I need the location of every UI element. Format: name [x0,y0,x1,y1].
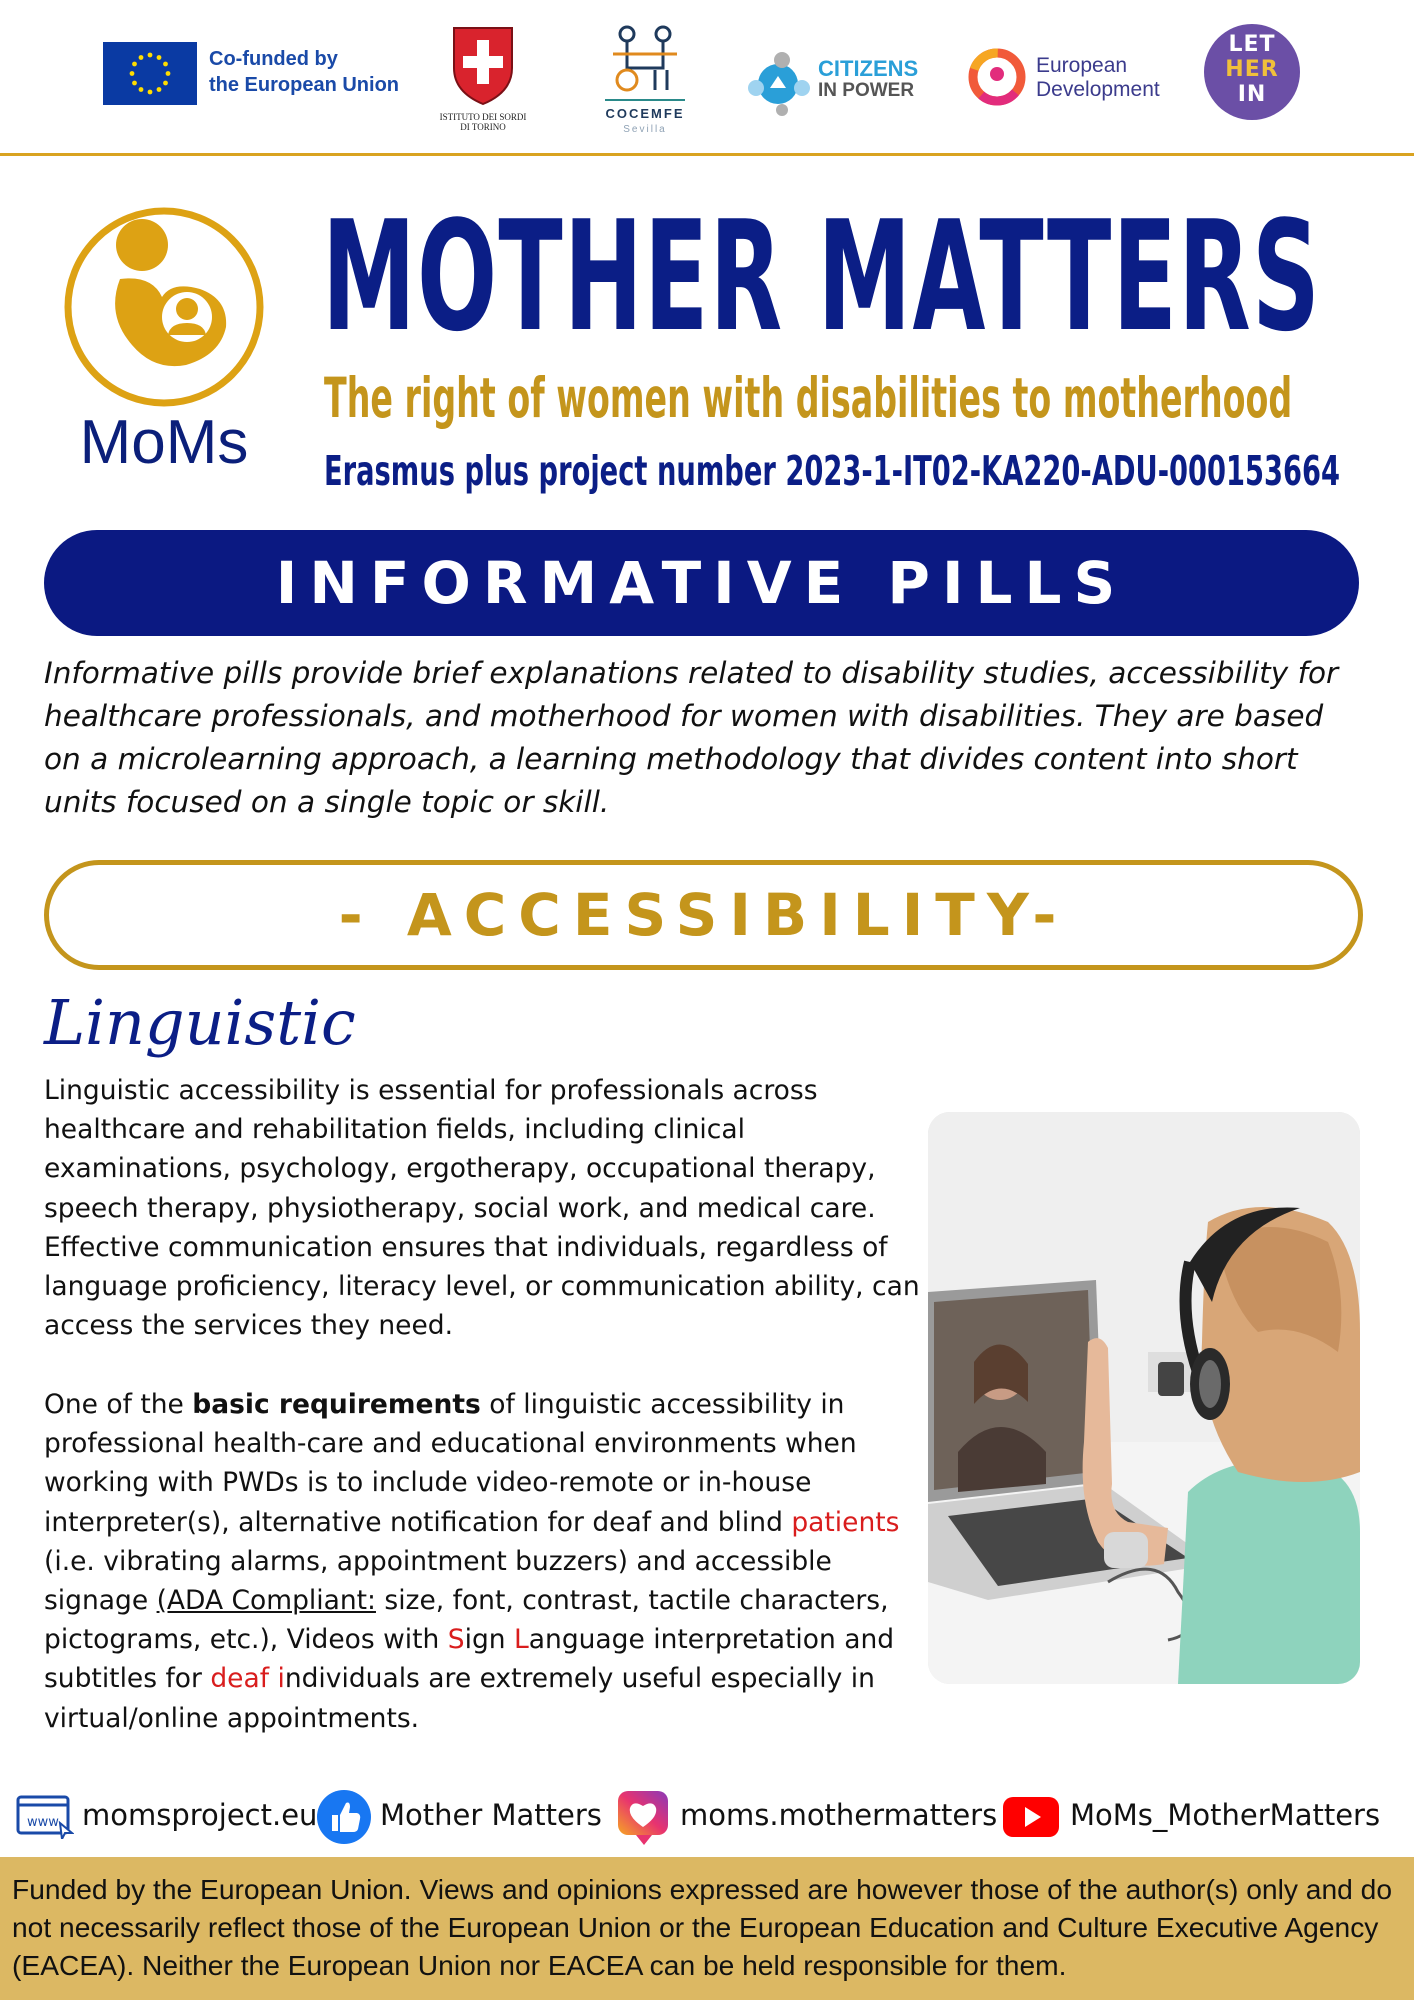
section-heading-linguistic: Linguistic [44,986,356,1059]
european-development-logo-icon [964,44,1030,110]
eu-flag-icon [103,42,197,105]
istituto-sordi-shield-icon [450,22,516,106]
website-icon [16,1795,74,1839]
page-title: MOTHER MATTERS [322,188,1322,365]
para2-text: anguage interpretation and subtitles for [44,1624,895,1695]
intro-paragraph: Informative pills provide brief explanations related to disability studies, accessibility for healthcare professionals, and motherhood for women with disabilities. They are based on a microlearning approach, a learning methodology that divides content into short units focused on a single topic or skill. [44,656,1339,819]
patients-highlight: patients [791,1506,900,1538]
instagram-heart-icon [616,1789,674,1847]
cocemfe-sublabel: Sevilla [623,124,667,135]
para2-text: of linguistic accessibility in professional health-care and educational environments when working with PWDs is to include video-remote or in-house interpreter(s), alternative notification for deaf and blind [44,1389,857,1538]
cocemfe-logo-icon [605,24,685,102]
accessibility-heading: - ACCESSIBILITY- [338,881,1069,949]
sign-s-highlight: S [447,1624,465,1656]
para2-text: (i.e. vibrating alarms, appointment buzzers) and accessible signage [44,1545,832,1617]
para2-text: ndividuals are extremely useful especially in virtual/online appointments. [44,1663,875,1734]
deaf-highlight: deaf i [210,1663,285,1695]
cocemfe-label: COCEMFE [605,106,685,121]
facebook-like-icon [316,1789,372,1845]
project-number: Erasmus plus project number 2023-1-IT02-KA220-ADU-000153664 [324,447,1341,495]
ada-compliant-link[interactable]: (ADA Compliant: [156,1585,376,1617]
istituto-sordi-label: ISTITUTO DEI SORDI DI TORINO [439,112,527,132]
header-divider [0,153,1414,156]
youtube-link[interactable]: MoMs_MotherMatters [1070,1798,1381,1832]
svg-text:www: www [27,1815,59,1830]
website-link[interactable]: momsproject.eu [82,1798,318,1832]
european-development-label: European Development [1036,54,1160,101]
body-paragraph-2 [44,1385,924,1738]
para2-text: One of the [44,1389,193,1420]
facebook-link[interactable]: Mother Matters [380,1798,602,1832]
para2-text: ign [464,1624,515,1656]
para2-text: size, font, contrast, tactile characters, pictograms, etc.), Videos with [44,1585,889,1656]
youtube-icon [1002,1796,1060,1838]
let-her-in-label: LET HER IN [1225,32,1279,107]
citizens-in-power-label: CITIZENS IN POWER [818,56,919,101]
video-call-photo [928,1112,1360,1684]
language-l-highlight: L [514,1624,529,1656]
informative-pills-heading: INFORMATIVE PILLS [275,549,1128,617]
eu-cofunded-label: Co-funded by the European Union [209,48,399,96]
basic-requirements-emphasis: basic requirements [192,1389,481,1420]
footer-disclaimer: Funded by the European Union. Views and opinions expressed are however those of the author(s) only and do not necessarily reflect those of the European Union or the European Education and Culture Executive Agency (EACEA). Neither the European Union nor EACEA can be held responsible for them. [12,1873,1392,1981]
moms-wordmark: MoMs [79,408,249,477]
citizens-in-power-logo-icon [742,48,814,116]
page-subtitle: The right of women with disabilities to motherhood [324,366,1293,430]
instagram-link[interactable]: moms.mothermatters [680,1798,998,1832]
moms-logo-icon [62,205,266,415]
body-paragraph-1: Linguistic accessibility is essential for professionals across healthcare and rehabilitation fields, including clinical examinations, psychology, ergotherapy, occupational therapy, speech therapy, physiotherapy, social work, and medical care. Effective communication ensures that individuals, regardless of language proficiency, literacy level, or communication ability, can access the services they need. [44,1075,920,1342]
